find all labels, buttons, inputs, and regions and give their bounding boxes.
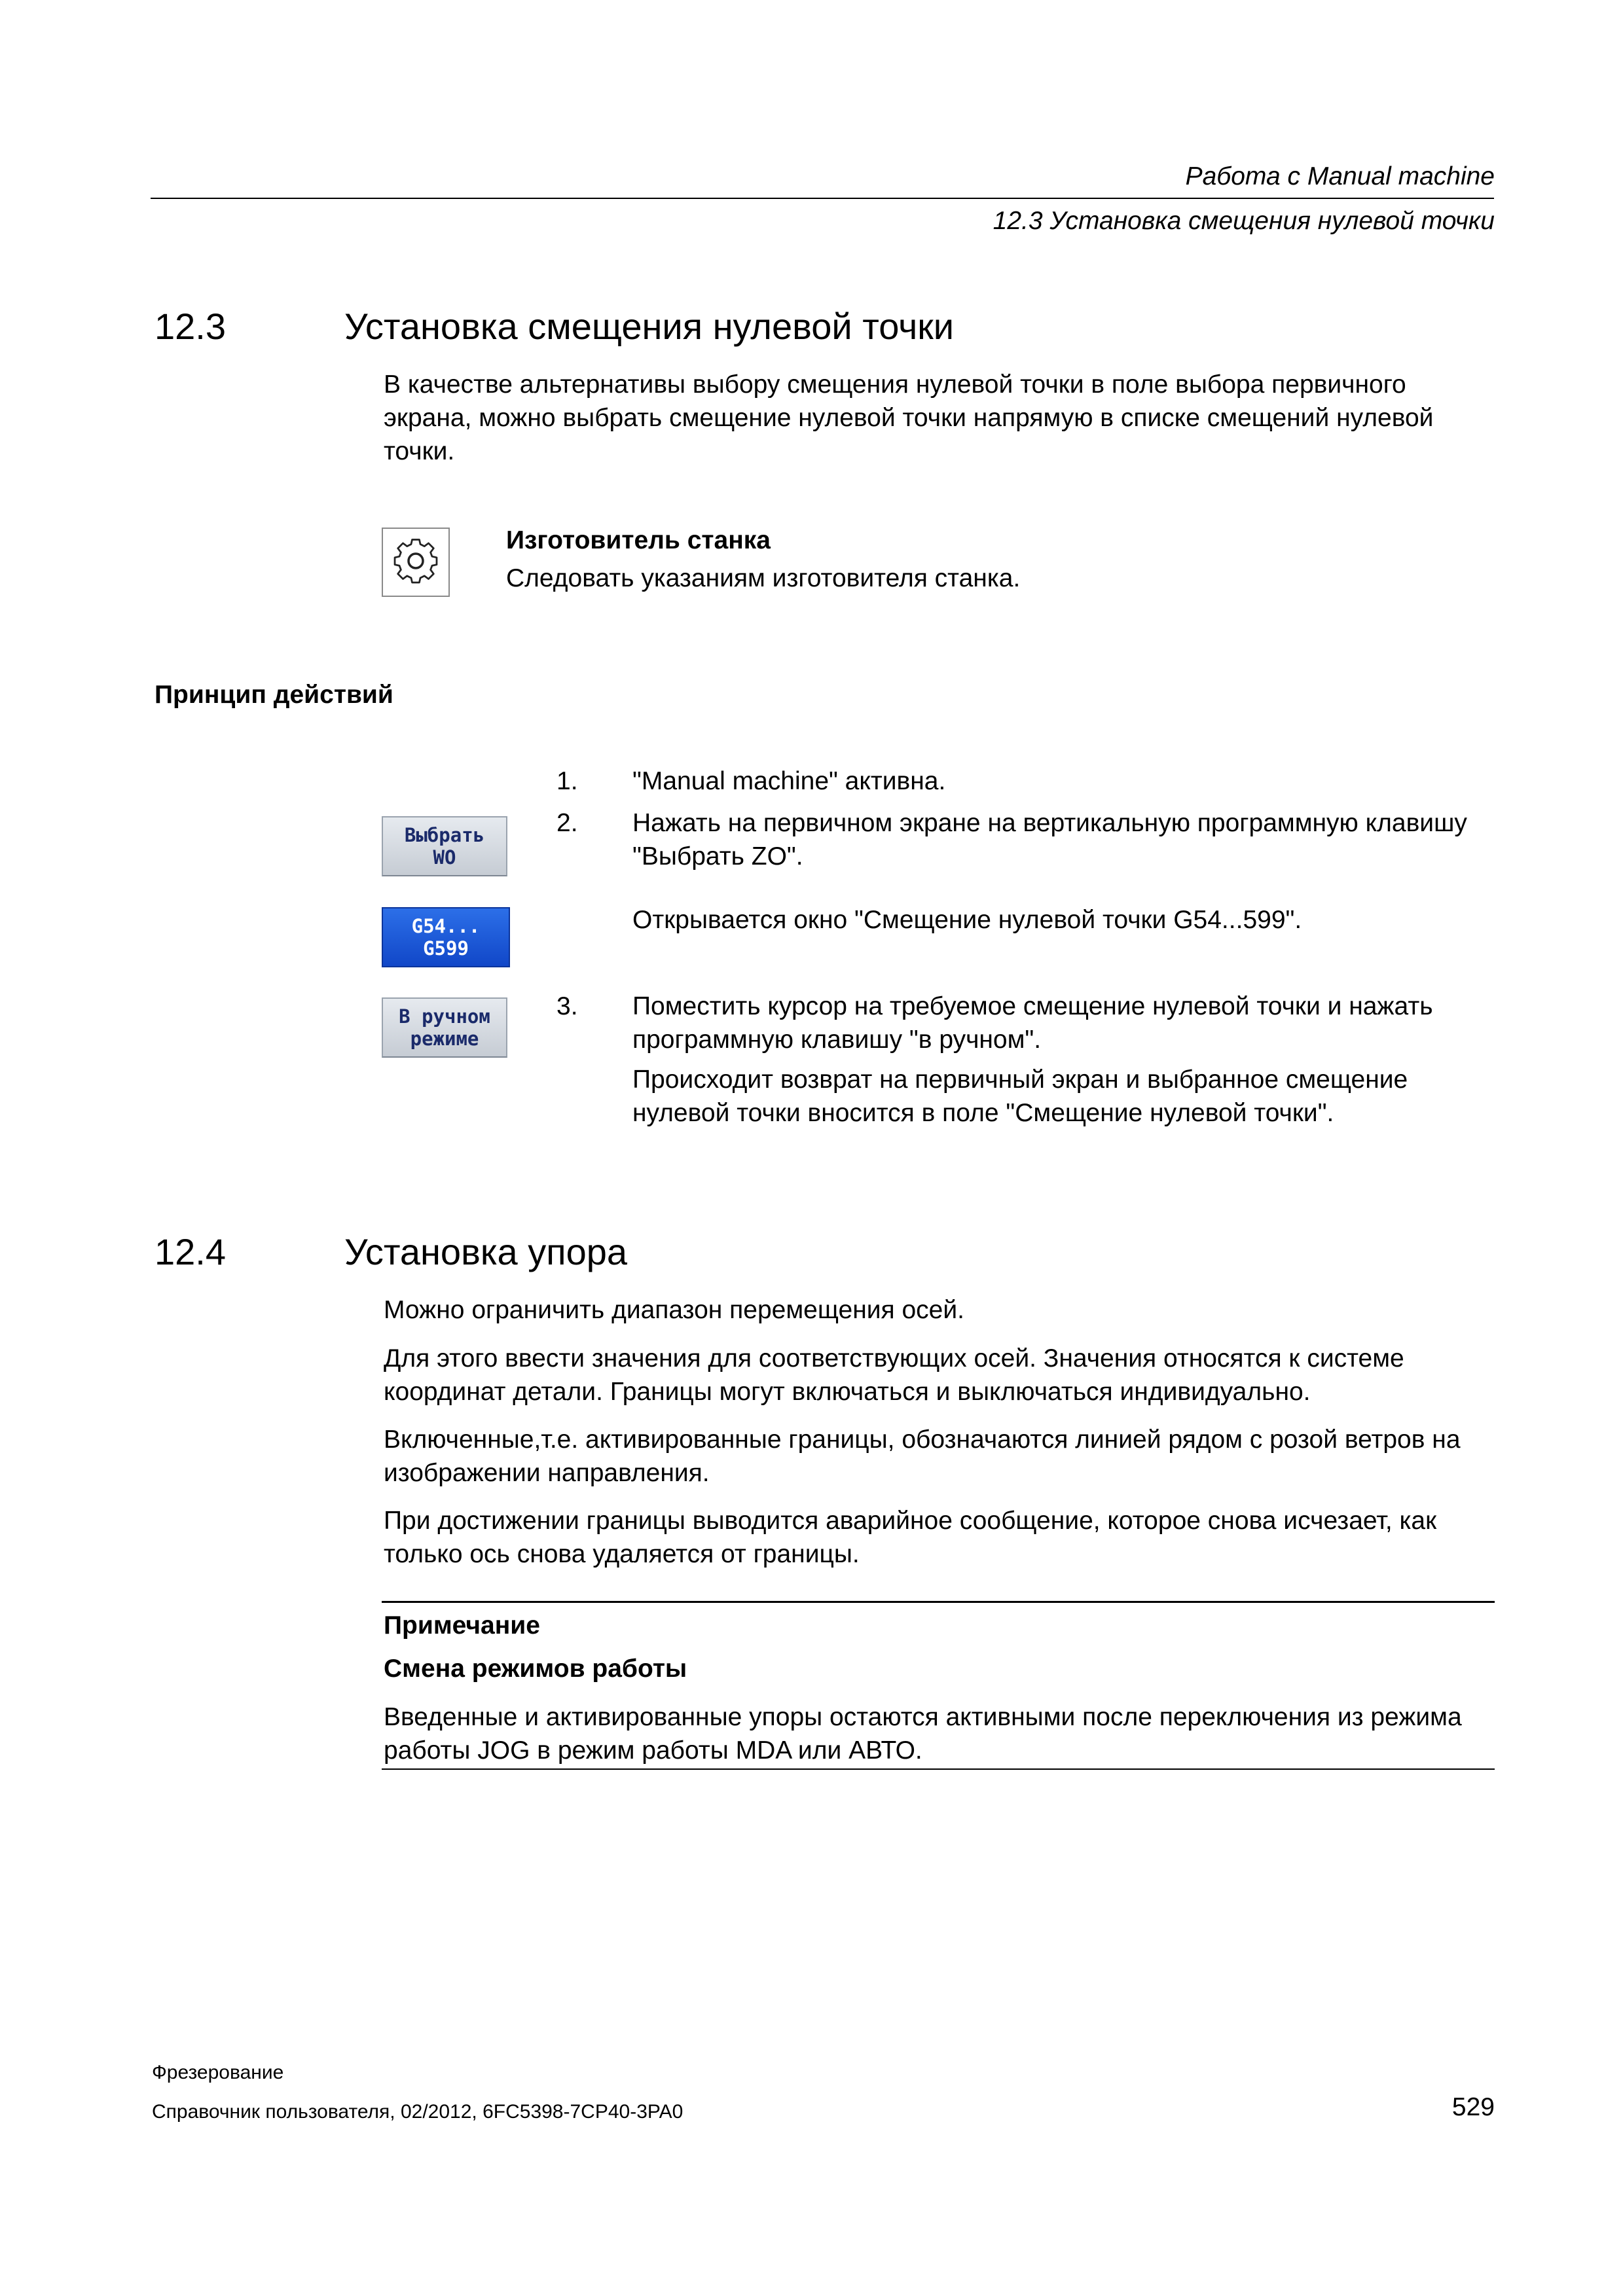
manual-mode-softkey[interactable] [382, 997, 507, 1058]
select-wo-softkey[interactable] [382, 816, 507, 876]
section-title: Установка смещения нулевой точки [344, 306, 955, 347]
footer-line2: Справочник пользователя, 02/2012, 6FC5398-7CP40-3PA0 [152, 2101, 684, 2123]
g54-g599-softkey[interactable] [382, 907, 510, 967]
step-text: Нажать на первичном экране на вертикальную программную клавишу "Выбрать ZO". [632, 809, 1467, 870]
header-chapter: Работа с Manual machine [1185, 162, 1495, 190]
note-text: Введенные и активированные упоры остаются активными после переключения из режима работы JOG в режим работы MDA или АВТО. [384, 1703, 1462, 1765]
step-text: "Manual machine" активна. [632, 767, 946, 795]
manufacturer-note-title: Изготовитель станка [506, 526, 771, 554]
footer-line1: Фрезерование [152, 2062, 284, 2083]
note-top-rule [382, 1601, 1495, 1603]
note-bottom-rule [382, 1768, 1495, 1770]
manufacturer-note [382, 528, 1495, 606]
manual-softkey-line2: режиме [410, 1028, 479, 1050]
step-result-text: Происходит возврат на первичный экран и выбранное смещение нулевой точки вносится в поле "Смещение нулевой точки". [632, 1066, 1408, 1127]
note-label: Примечание [384, 1611, 540, 1640]
select-wo-softkey-line2: WO [433, 846, 456, 869]
g54-softkey-line1: G54... [411, 915, 481, 937]
section-number: 12.3 [155, 306, 226, 347]
header-rule [151, 198, 1494, 199]
page-number: 529 [1451, 2093, 1495, 2121]
manual-softkey-line1: В ручном [399, 1005, 490, 1028]
gear-icon [382, 528, 450, 597]
paragraph: Включенные,т.е. активированные границы, обозначаются линией рядом с розой ветров на изображении направления. [384, 1426, 1461, 1487]
select-wo-softkey-line1: Выбрать [404, 824, 485, 846]
paragraph: Для этого ввести значения для соответствующих осей. Значения относятся к системе координат детали. Границы могут включаться и выключаться индивидуально. [384, 1344, 1404, 1406]
step-text: Поместить курсор на требуемое смещение нулевой точки и нажать программную клавишу "в ручном". [632, 992, 1433, 1054]
step-number: 1. [556, 767, 578, 795]
principle-heading: Принцип действий [155, 681, 393, 709]
header-section: 12.3 Установка смещения нулевой точки [993, 207, 1495, 235]
g54-softkey-line2: G599 [423, 937, 469, 960]
manufacturer-note-text: Следовать указаниям изготовителя станка. [506, 564, 1021, 592]
section-intro: В качестве альтернативы выбору смещения нулевой точки в поле выбора первичного экрана, можно выбрать смещение нулевой точки напрямую в списке смещений нулевой точки. [384, 370, 1434, 465]
paragraph: При достижении границы выводится аварийное сообщение, которое снова исчезает, как только ось снова удаляется от границы. [384, 1507, 1437, 1568]
paragraph: Можно ограничить диапазон перемещения осей. [384, 1296, 964, 1324]
step-number: 3. [556, 992, 578, 1020]
note-title: Смена режимов работы [384, 1655, 687, 1683]
section-number: 12.4 [155, 1231, 226, 1272]
section-title: Установка упора [344, 1231, 628, 1272]
step-number: 2. [556, 809, 578, 837]
step-result-text: Открывается окно "Смещение нулевой точки G54...599". [632, 906, 1302, 934]
